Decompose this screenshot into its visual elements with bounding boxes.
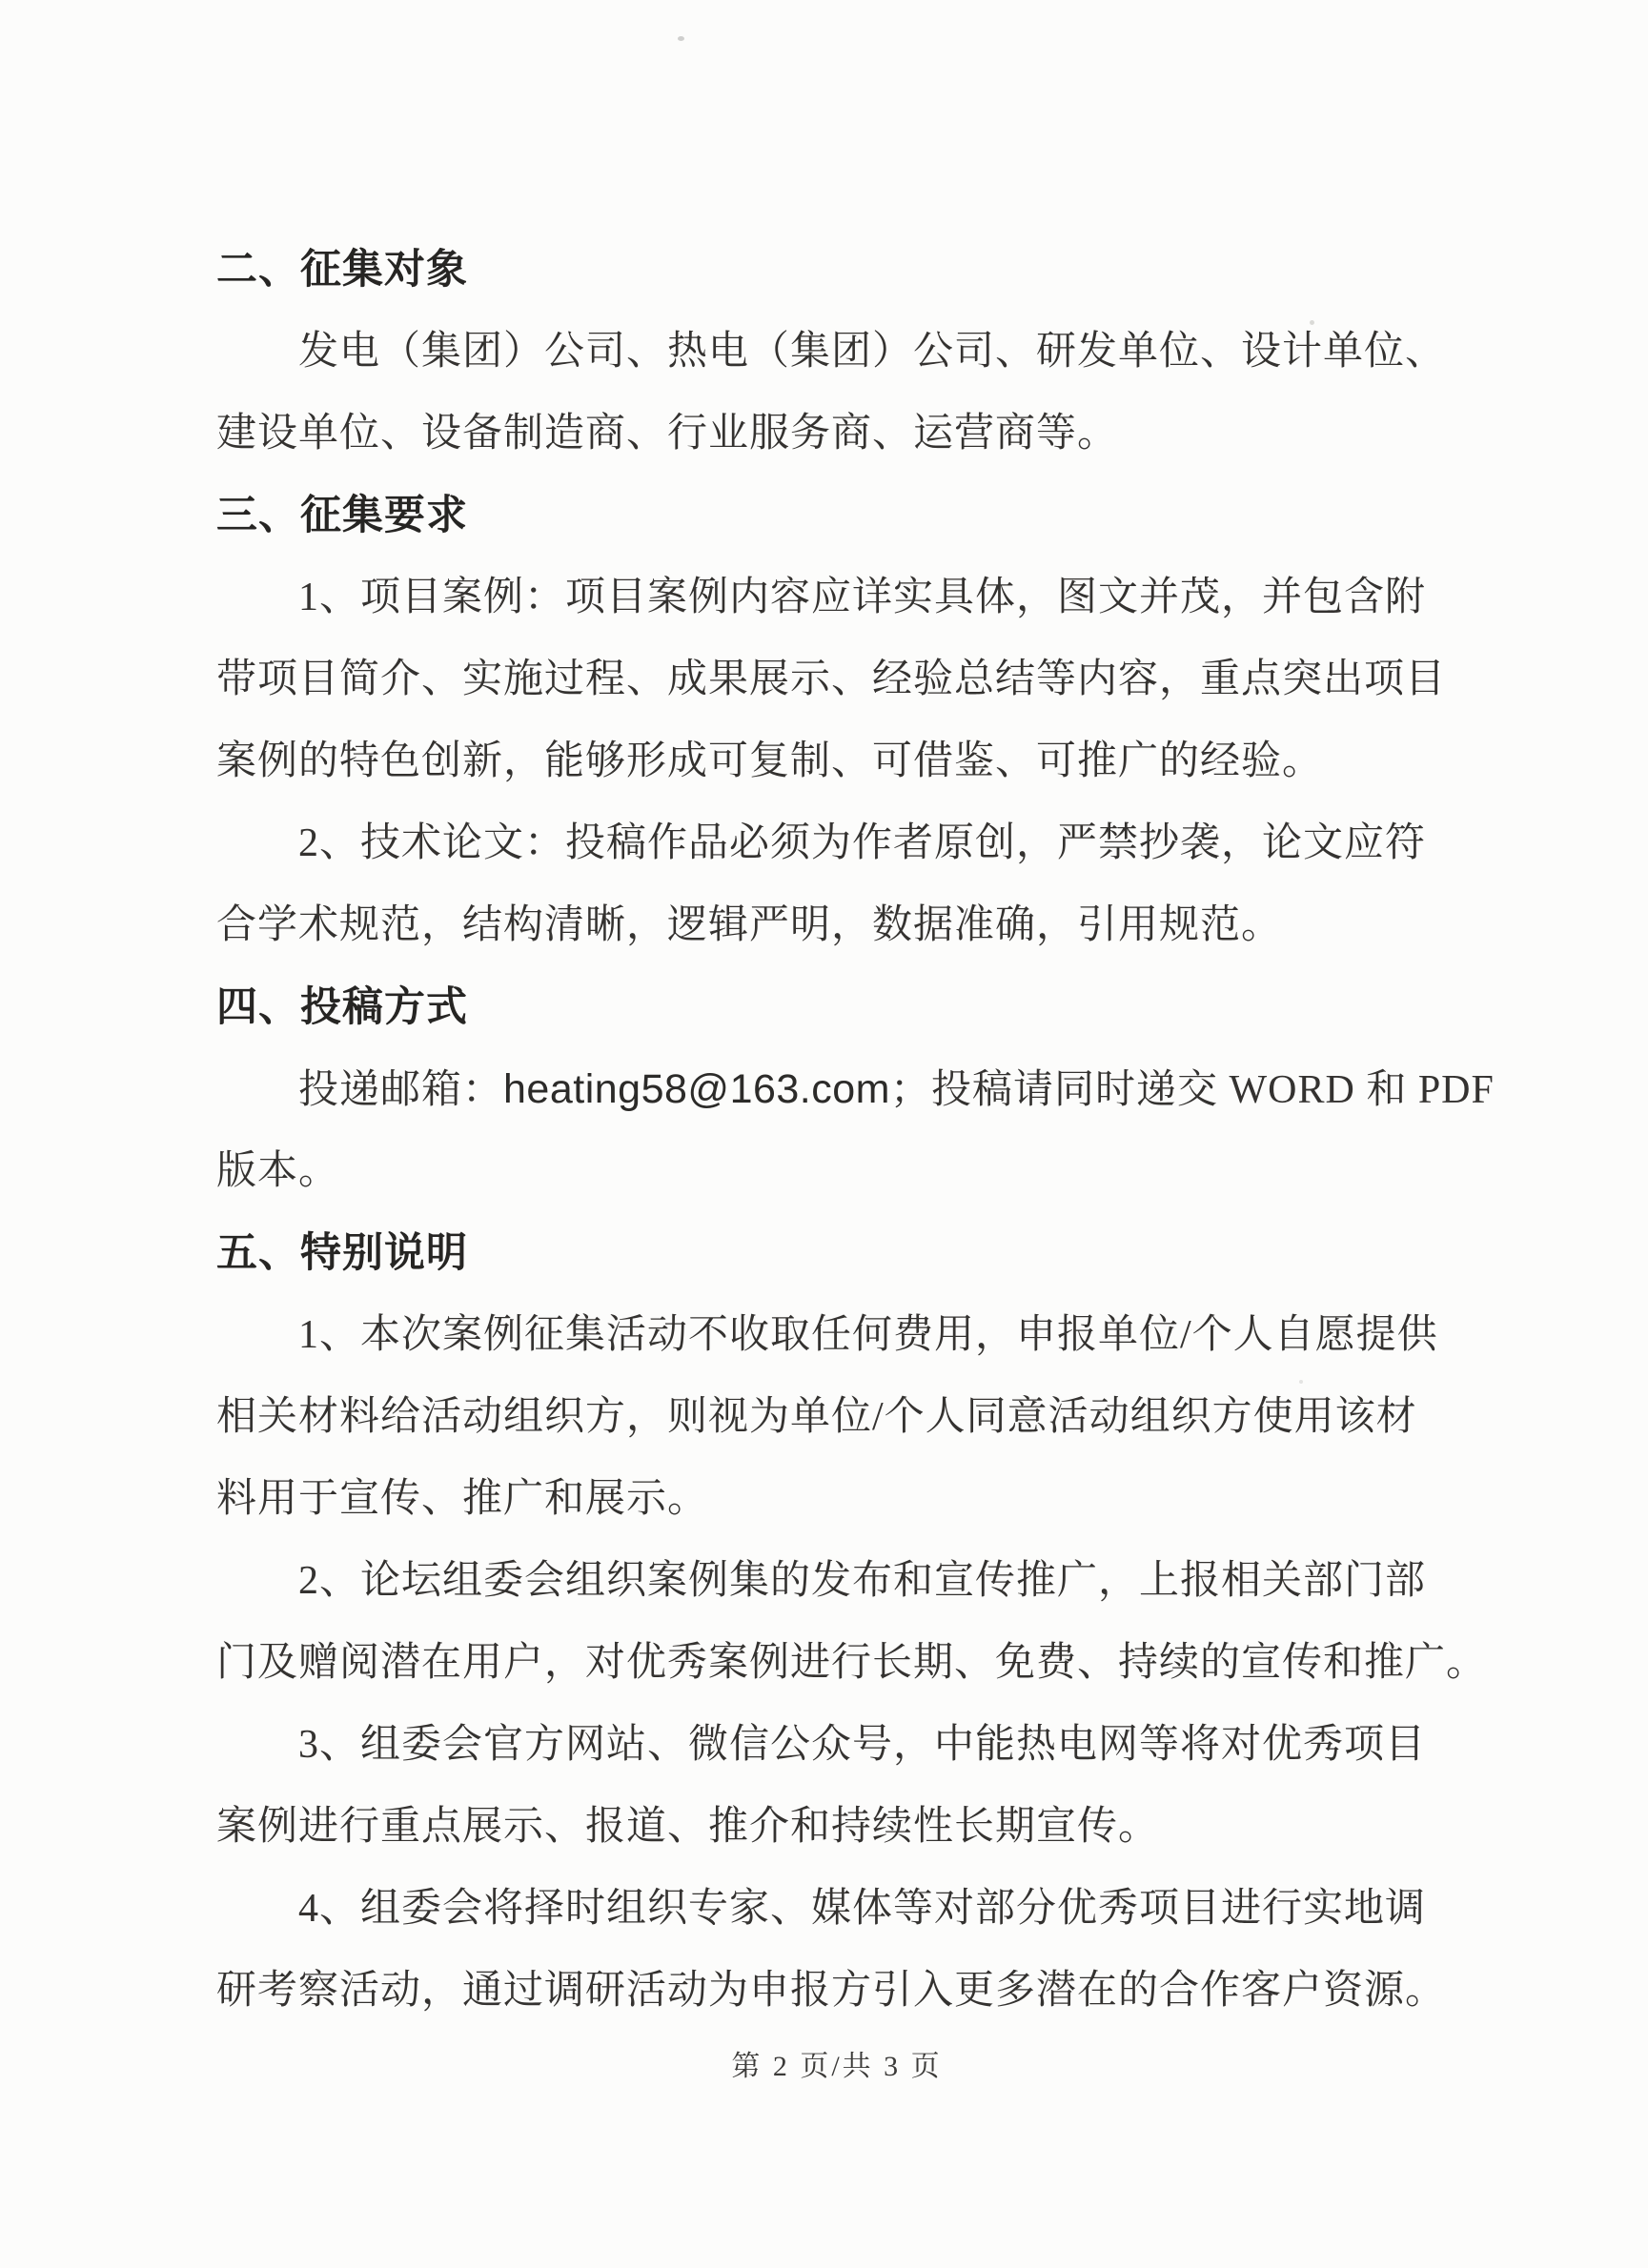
section-heading: 四、投稿方式 bbox=[216, 984, 468, 1030]
section-collection-requirements bbox=[216, 475, 1457, 966]
text-line: 2、论坛组委会组织案例集的发布和宣传推广，上报相关部门部 bbox=[298, 1559, 1427, 1603]
text-line: 1、项目案例：项目案例内容应详实具体，图文并茂，并包含附 bbox=[298, 576, 1427, 619]
section-collection-targets bbox=[216, 229, 1457, 475]
text-line: 料用于宣传、推广和展示。 bbox=[216, 1477, 709, 1521]
text-line: 案例的特色创新，能够形成可复制、可借鉴、可推广的经验。 bbox=[216, 739, 1324, 783]
section-submission-method bbox=[216, 966, 1495, 1212]
text-line: 建设单位、设备制造商、行业服务商、运营商等。 bbox=[216, 412, 1119, 456]
text-line: 发电（集团）公司、热电（集团）公司、研发单位、设计单位、 bbox=[298, 330, 1447, 374]
text-line: 相关材料给活动组织方，则视为单位/个人同意活动组织方使用该材 bbox=[216, 1395, 1417, 1439]
text-line: 3、组委会官方网站、微信公众号，中能热电网等将对优秀项目 bbox=[298, 1723, 1427, 1767]
text-line: 带项目简介、实施过程、成果展示、经验总结等内容，重点突出项目 bbox=[216, 658, 1447, 701]
text-line: 案例进行重点展示、报道、推介和持续性长期宣传。 bbox=[216, 1805, 1160, 1849]
text-line: 2、技术论文：投稿作品必须为作者原创，严禁抄袭，论文应符 bbox=[298, 821, 1427, 865]
scan-noise-dot bbox=[678, 36, 684, 41]
section-heading: 五、特别说明 bbox=[216, 1230, 468, 1276]
text-line: 版本。 bbox=[216, 1149, 340, 1193]
email-address: heating58@163.com bbox=[503, 1066, 890, 1112]
page-footer bbox=[216, 2047, 1457, 2087]
text-line: 4、组委会将择时组织专家、媒体等对部分优秀项目进行实地调 bbox=[298, 1887, 1427, 1931]
section-heading: 二、征集对象 bbox=[216, 247, 468, 293]
text-line: 合学术规范，结构清晰，逻辑严明，数据准确，引用规范。 bbox=[216, 903, 1283, 947]
section-heading: 三、征集要求 bbox=[216, 493, 468, 538]
text-line bbox=[216, 1048, 1495, 1130]
email-line-suffix: ；投稿请同时递交 WORD 和 PDF bbox=[890, 1068, 1495, 1112]
email-line-prefix: 投递邮箱： bbox=[298, 1068, 504, 1112]
page-number-label: 第 2 页/共 3 页 bbox=[731, 2051, 943, 2082]
scan-noise-dot bbox=[1299, 1380, 1303, 1384]
scan-noise-dot bbox=[1310, 320, 1314, 325]
text-line: 门及赠阅潜在用户，对优秀案例进行长期、免费、持续的宣传和推广。 bbox=[216, 1641, 1488, 1685]
section-special-notes bbox=[216, 1212, 1488, 2032]
text-line: 研考察活动，通过调研活动为申报方引入更多潜在的合作客户资源。 bbox=[216, 1969, 1447, 2013]
text-line: 1、本次案例征集活动不收取任何费用，申报单位/个人自愿提供 bbox=[298, 1313, 1438, 1357]
